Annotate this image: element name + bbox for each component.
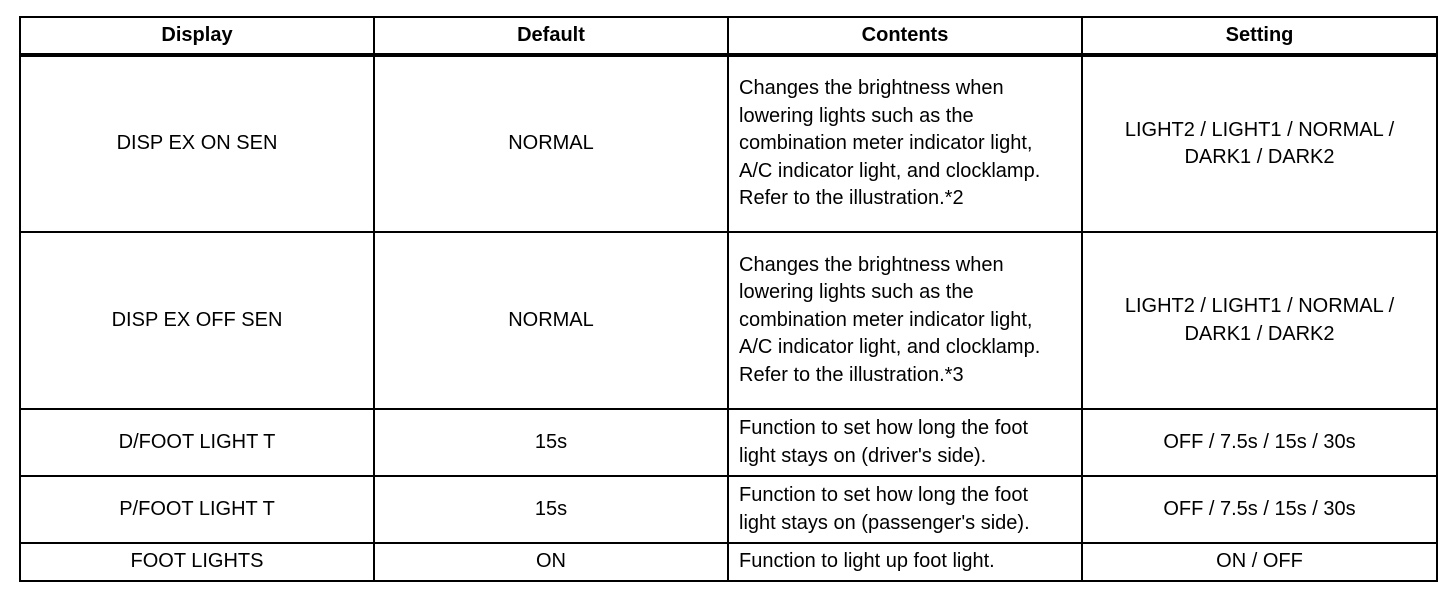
table-row bbox=[20, 409, 1437, 476]
table-row bbox=[20, 232, 1437, 409]
setting-cell: OFF / 7.5s / 15s / 30s bbox=[1082, 409, 1437, 476]
contents-cell: Function to set how long the foot light stays on (driver's side). bbox=[728, 409, 1082, 476]
default-cell: 15s bbox=[374, 476, 728, 543]
default-cell: NORMAL bbox=[374, 232, 728, 409]
display-cell: FOOT LIGHTS bbox=[20, 543, 374, 581]
display-cell: D/FOOT LIGHT T bbox=[20, 409, 374, 476]
column-header-display: Display bbox=[20, 17, 374, 55]
contents-cell: Function to light up foot light. bbox=[728, 543, 1082, 581]
settings-table bbox=[19, 16, 1438, 582]
contents-cell: Changes the brightness when lowering lights such as the combination meter indicator light, A/C indicator light, and clocklamp. Refer to the illustration.*2 bbox=[728, 55, 1082, 232]
display-cell: DISP EX OFF SEN bbox=[20, 232, 374, 409]
table-row bbox=[20, 476, 1437, 543]
contents-cell: Changes the brightness when lowering lights such as the combination meter indicator light, A/C indicator light, and clocklamp. Refer to the illustration.*3 bbox=[728, 232, 1082, 409]
display-cell: DISP EX ON SEN bbox=[20, 55, 374, 232]
column-header-setting: Setting bbox=[1082, 17, 1437, 55]
setting-cell: LIGHT2 / LIGHT1 / NORMAL / DARK1 / DARK2 bbox=[1082, 232, 1437, 409]
header-row bbox=[20, 17, 1437, 55]
setting-cell: OFF / 7.5s / 15s / 30s bbox=[1082, 476, 1437, 543]
display-cell: P/FOOT LIGHT T bbox=[20, 476, 374, 543]
setting-cell: ON / OFF bbox=[1082, 543, 1437, 581]
table-row bbox=[20, 55, 1437, 232]
column-header-default: Default bbox=[374, 17, 728, 55]
default-cell: ON bbox=[374, 543, 728, 581]
table-row bbox=[20, 543, 1437, 581]
default-cell: 15s bbox=[374, 409, 728, 476]
contents-cell: Function to set how long the foot light stays on (passenger's side). bbox=[728, 476, 1082, 543]
setting-cell: LIGHT2 / LIGHT1 / NORMAL / DARK1 / DARK2 bbox=[1082, 55, 1437, 232]
column-header-contents: Contents bbox=[728, 17, 1082, 55]
default-cell: NORMAL bbox=[374, 55, 728, 232]
